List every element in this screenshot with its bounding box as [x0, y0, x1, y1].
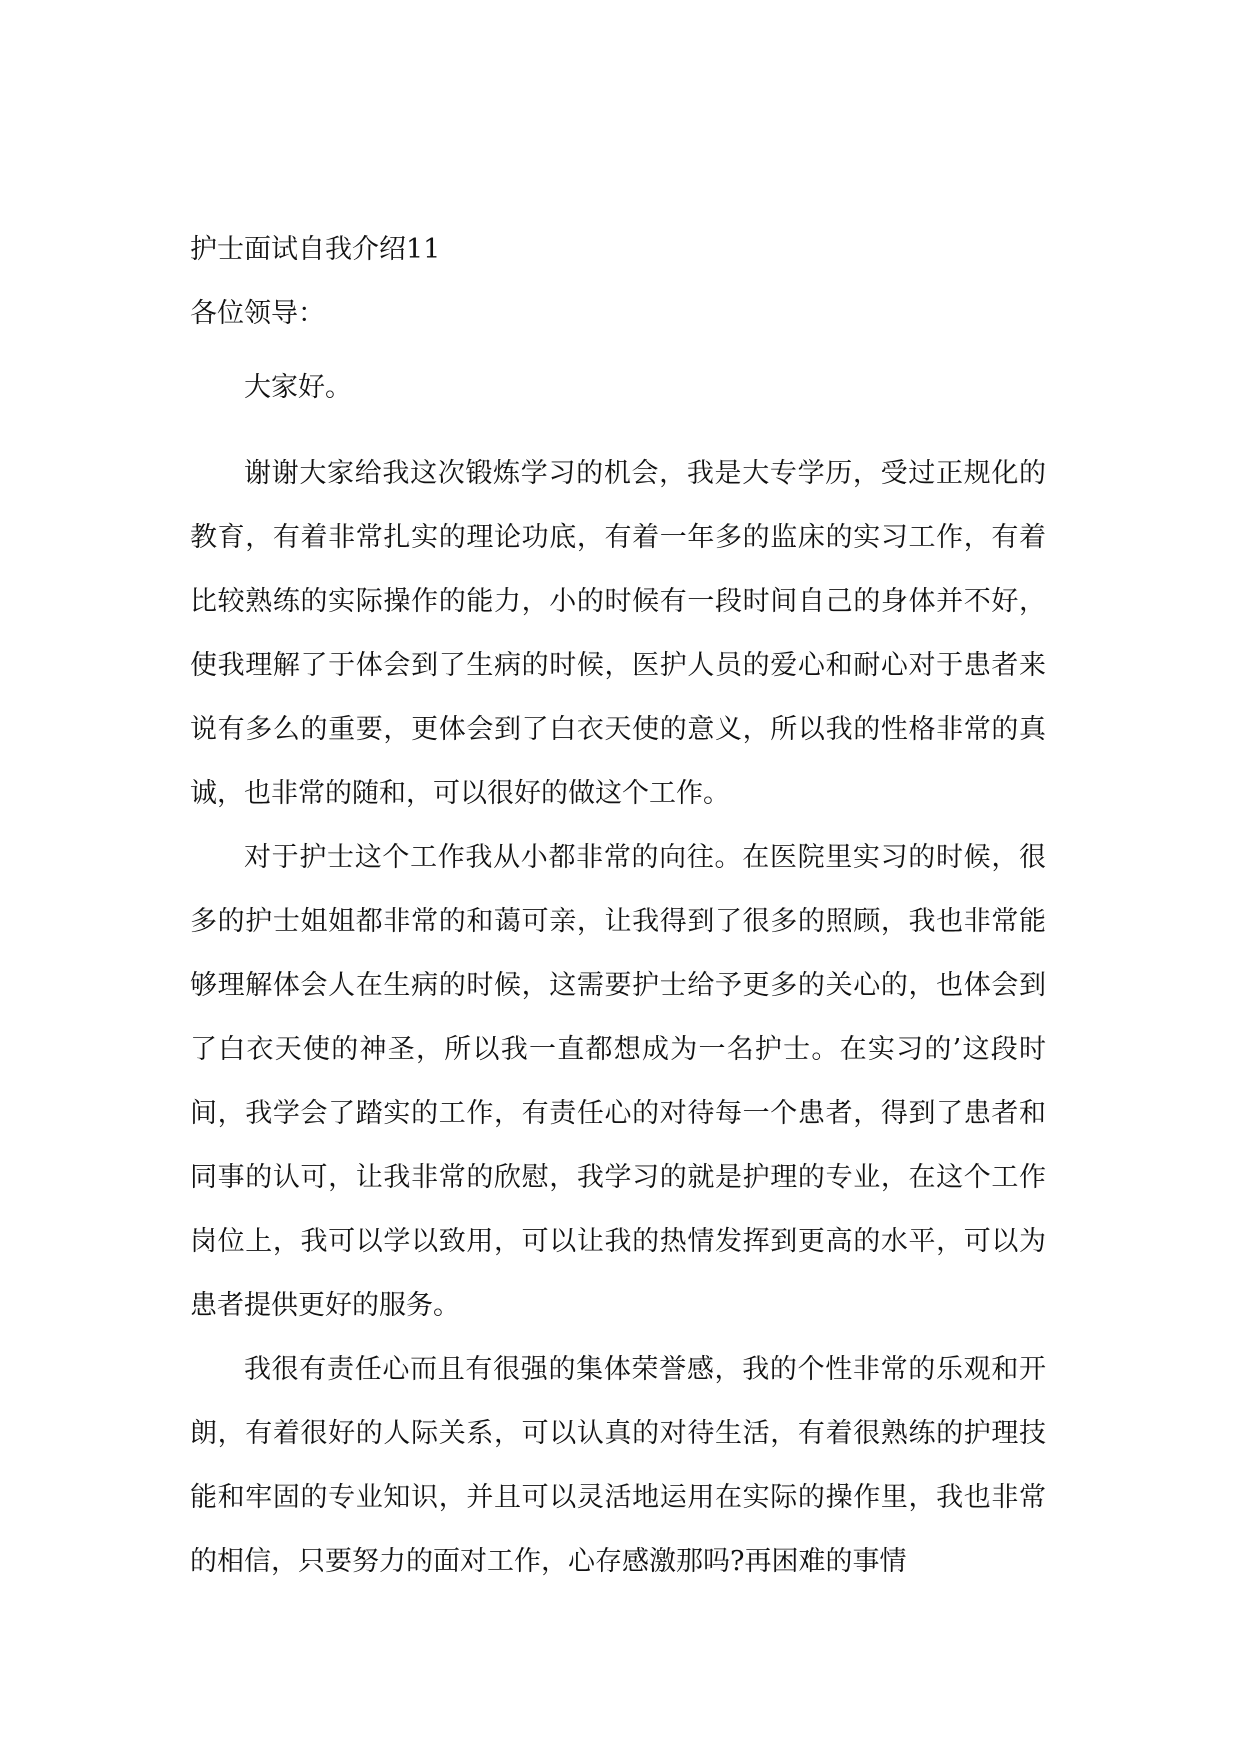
paragraph-1: 谢谢大家给我这次锻炼学习的机会，我是大专学历，受过正规化的教育，有着非常扎实的理论功底，有着一年多的监床的实习工作，有着比较熟练的实际操作的能力，小的时候有一段时间自己的身体并不好，使我理解了于体会到了生病的时候，医护人员的爱心和耐心对于患者来说有多么的重要，更体会到了白衣天使的意义，所以我的性格非常的真诚，也非常的随和，可以很好的做这个工作。	[190, 458, 1046, 809]
document-page	[190, 228, 1046, 1594]
salutation: 各位领导：	[190, 298, 325, 329]
document-title: 护士面试自我介绍11	[190, 234, 441, 265]
paragraph-2: 对于护士这个工作我从小都非常的向往。在医院里实习的时候，很多的护士姐姐都非常的和蔼可亲，让我得到了很多的照顾，我也非常能够理解体会人在生病的时候，这需要护士给予更多的关心的，也体会到了白衣天使的神圣，所以我一直都想成为一名护士。在实习的’这段时间，我学会了踏实的工作，有责任心的对待每一个患者，得到了患者和同事的认可，让我非常的欣慰，我学习的就是护理的专业，在这个工作岗位上，我可以学以致用，可以让我的热情发挥到更高的水平，可以为患者提供更好的服务。	[190, 842, 1046, 1321]
paragraph-3: 我很有责任心而且有很强的集体荣誉感，我的个性非常的乐观和开朗，有着很好的人际关系，可以认真的对待生活，有着很熟练的护理技能和牢固的专业知识，并且可以灵活地运用在实际的操作里，我也非常的相信，只要努力的面对工作，心存感激那吗?再困难的事情	[190, 1354, 1046, 1577]
paragraph-greeting: 大家好。	[244, 372, 352, 403]
